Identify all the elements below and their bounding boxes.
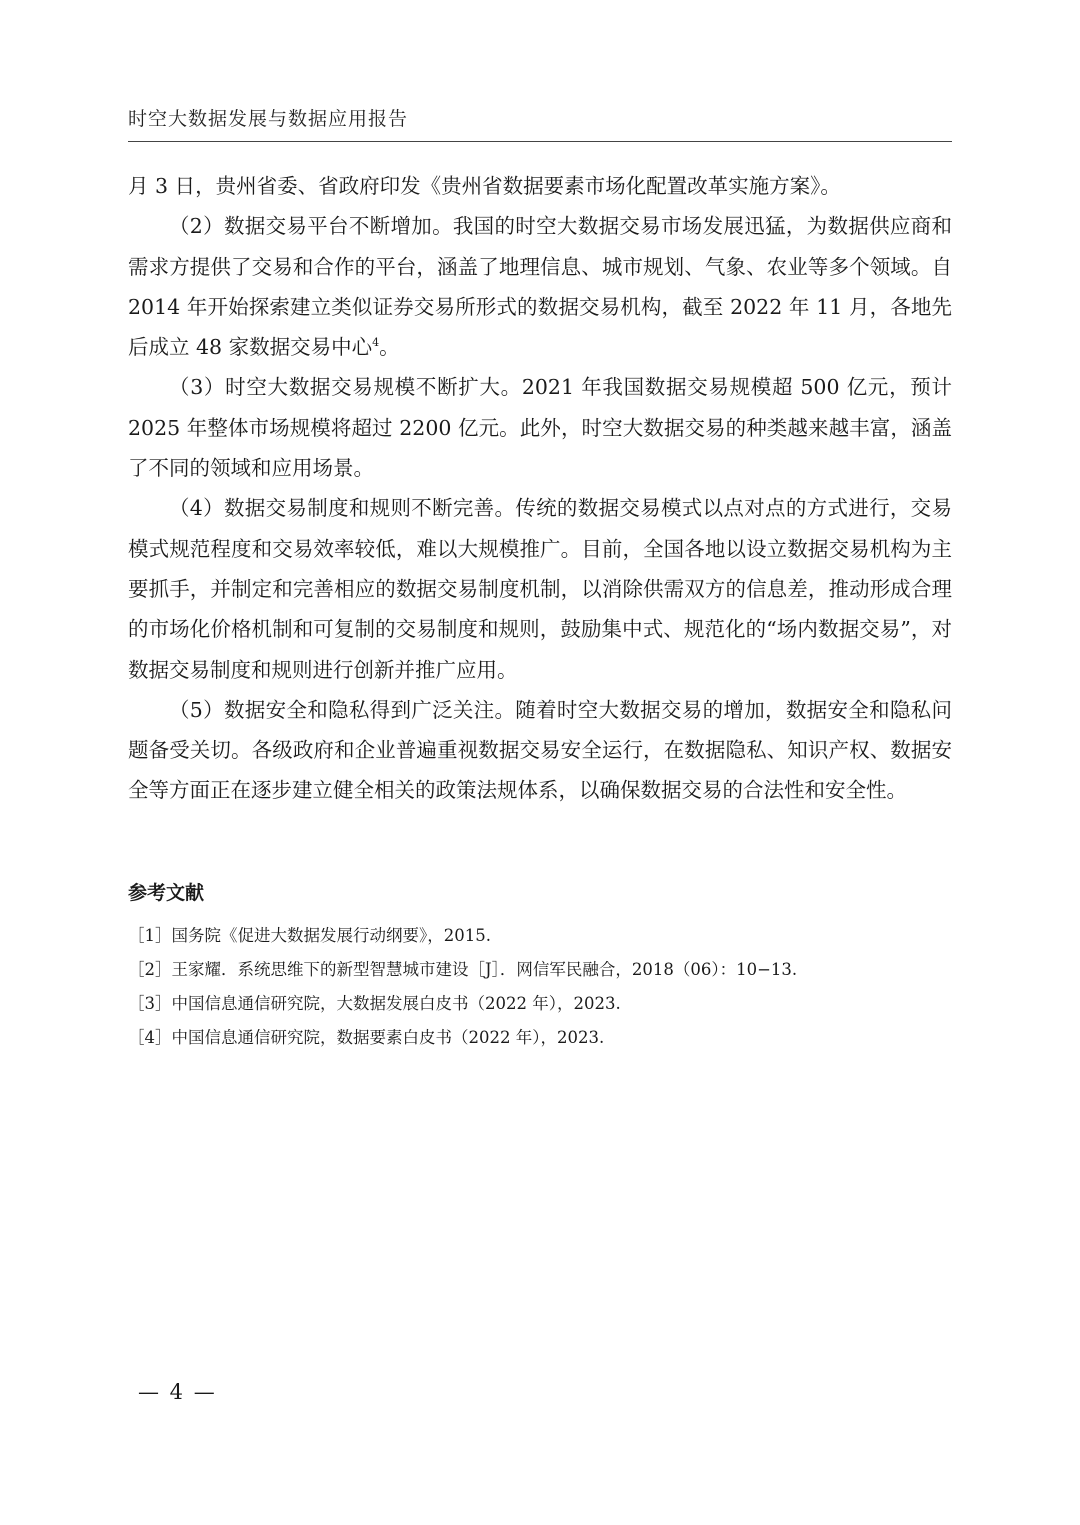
paragraph-trading-platforms <box>128 206 952 367</box>
paragraph-text: （2）数据交易平台不断增加。我国的时空大数据交易市场发展迅猛，为数据供应商和需求方提供了交易和合作的平台，涵盖了地理信息、城市规划、气象、农业等多个领域。自 2014 年开始探索建立类似证券交易所形式的数据交易机构，截至 2022 年 11 月，各地先后成立 48 家数据交易中心 <box>128 214 952 360</box>
references-list <box>128 919 952 1055</box>
footnote-marker: 4 <box>372 336 380 350</box>
paragraph-security-privacy: （5）数据安全和隐私得到广泛关注。随着时空大数据交易的增加，数据安全和隐私问题备受关切。各级政府和企业普遍重视数据交易安全运行，在数据隐私、知识产权、数据安全等方面正在逐步建立健全相关的政策法规体系，以确保数据交易的合法性和安全性。 <box>128 697 952 803</box>
header-divider <box>128 141 952 142</box>
page-number: — 4 — <box>138 1380 217 1404</box>
reference-item: ［2］王家耀．系统思维下的新型智慧城市建设［J］．网信军民融合，2018（06）：10−13. <box>128 960 798 979</box>
running-header: 时空大数据发展与数据应用报告 <box>128 108 409 130</box>
paragraph-trading-scale: （3）时空大数据交易规模不断扩大。2021 年我国数据交易规模超 500 亿元，预计 2025 年整体市场规模将超过 2200 亿元。此外，时空大数据交易的种类越来越丰富，涵盖了不同的领域和应用场景。 <box>128 375 952 481</box>
paragraph-continuation: 月 3 日，贵州省委、省政府印发《贵州省数据要素市场化配置改革实施方案》。 <box>128 174 841 198</box>
reference-item: ［1］国务院《促进大数据发展行动纲要》，2015. <box>128 926 491 945</box>
references-title: 参考文献 <box>128 882 205 904</box>
reference-item: ［4］中国信息通信研究院，数据要素白皮书（2022 年），2023. <box>128 1028 605 1047</box>
body-text <box>128 166 952 811</box>
paragraph-end-punct: 。 <box>379 335 400 360</box>
paragraph-trading-rules: （4）数据交易制度和规则不断完善。传统的数据交易模式以点对点的方式进行，交易模式规范程度和交易效率较低，难以大规模推广。目前，全国各地以设立数据交易机构为主要抓手，并制定和完善相应的数据交易制度机制，以消除供需双方的信息差，推动形成合理的市场化价格机制和可复制的交易制度和规则，鼓励集中式、规范化的“场内数据交易”，对数据交易制度和规则进行创新并推广应用。 <box>128 496 952 682</box>
reference-item: ［3］中国信息通信研究院，大数据发展白皮书（2022 年），2023. <box>128 994 621 1013</box>
